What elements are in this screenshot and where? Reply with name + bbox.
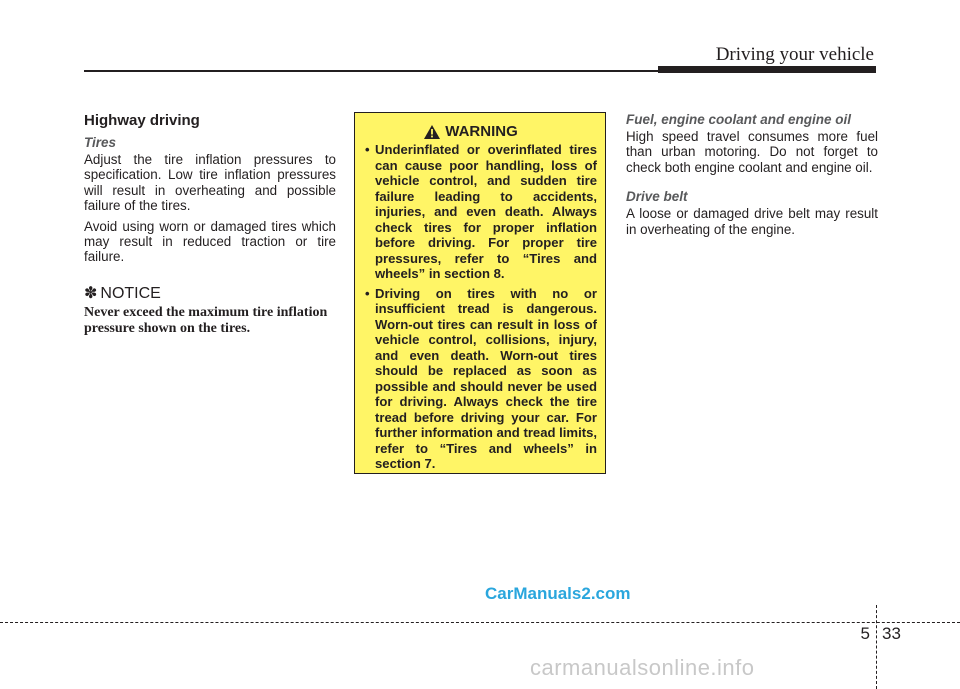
warning-title: WARNING <box>445 123 518 140</box>
belt-subheading: Drive belt <box>626 189 688 205</box>
belt-paragraph: A loose or damaged drive belt may result in overheating of the engine. <box>626 206 878 237</box>
header-rule <box>84 70 662 72</box>
notice-label: NOTICE <box>100 284 161 302</box>
section-heading: Highway driving <box>84 112 200 129</box>
fuel-subheading: Fuel, engine coolant and engine oil <box>626 112 852 127</box>
page-divider <box>876 605 877 689</box>
warning-list <box>365 142 597 472</box>
footer-rule <box>0 622 960 623</box>
fuel-paragraph: High speed travel consumes more fuel than urban motoring. Do not forget to check both engine coolant and engine oil. <box>626 129 878 175</box>
warning-box <box>354 112 606 474</box>
right-column <box>626 112 878 242</box>
notice-heading <box>84 283 336 303</box>
notice-star-icon: ✽ <box>84 284 98 302</box>
running-header: Driving your vehicle <box>715 44 874 65</box>
footer-watermark: carmanualsonline.info <box>530 655 755 680</box>
header-rule-thick <box>658 66 876 73</box>
section-number: 5 <box>860 624 870 643</box>
watermark-link[interactable]: CarManuals2.com <box>485 584 631 603</box>
warning-triangle-icon <box>424 125 440 139</box>
tires-subheading: Tires <box>84 135 117 150</box>
left-column <box>84 112 336 337</box>
warning-item: • Driving on tires with no or insufficient tread is dangerous. Worn-out tires can result in loss of vehicle control, collisions, injury, and even death. Worn-out tires should be replaced as soon as possible and should never be used for driving. Always check the tire tread before driving your car. For further information and tread limits, refer to “Tires and wheels” in section 7. <box>365 286 597 472</box>
tires-paragraph-2: Avoid using worn or damaged tires which may result in reduced traction or tire failure. <box>84 218 336 265</box>
page-number: 33 <box>882 624 901 643</box>
warning-header <box>345 123 597 140</box>
notice-text: Never exceed the maximum tire inflation pressure shown on the tires. <box>84 304 328 336</box>
tires-paragraph-1: Adjust the tire inflation pressures to specification. Low tire inflation pressures will result in overheating and possible failure of the tires. <box>84 152 336 214</box>
warning-item: • Underinflated or overinflated tires can cause poor handling, loss of vehicle control, and sudden tire failure leading to accidents, injuries, and even death. Always check tires for proper inflation before driving. For proper tire pressures, refer to “Tires and wheels” in section 8. <box>365 142 597 282</box>
